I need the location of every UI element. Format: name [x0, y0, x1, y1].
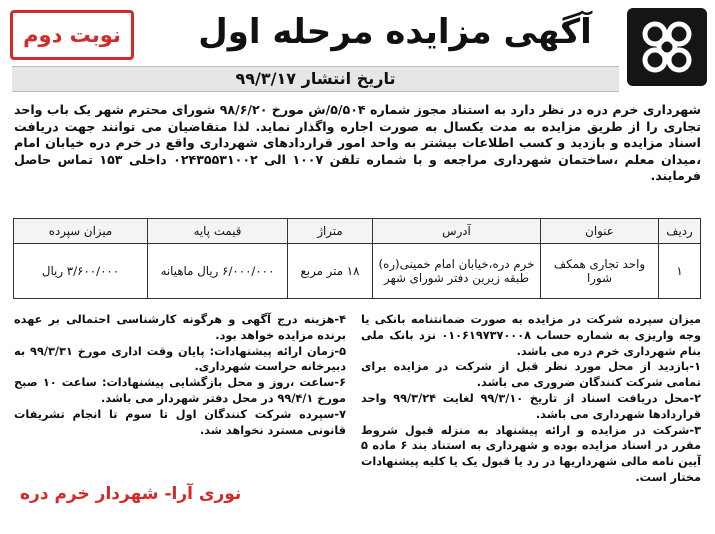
table-header-row — [14, 219, 701, 244]
auction-table — [13, 218, 701, 299]
header-title: عنوان — [541, 219, 659, 244]
municipality-logo-icon — [627, 8, 707, 86]
cell-row-number: ۱ — [659, 244, 701, 299]
cell-area: ۱۸ متر مربع — [288, 244, 373, 299]
header-area: متراژ — [288, 219, 373, 244]
conditions-right — [361, 312, 701, 486]
header-deposit: میزان سپرده — [14, 219, 148, 244]
condition-item: میزان سپرده شرکت در مزایده به صورت ضمانتنامه بانکی یا وجه واریزی به شماره حساب ۰۱۰۶۱۹۷۳۷۰۰۰۸ نزد بانک ملی بنام شهرداری خرم دره می باشد. — [361, 313, 701, 358]
condition-item: ۱-بازدید از محل مورد نظر قبل از شرکت در مزایده برای تمامی شرکت کنندگان ضروری می باشد. — [361, 360, 701, 390]
condition-item: ۷-سپرده شرکت کنندگان اول تا سوم تا انجام تشریفات قانونی مسترد نخواهد شد. — [14, 407, 346, 437]
cell-base-price: ۶/۰۰۰/۰۰۰ ریال ماهیانه — [148, 244, 288, 299]
table-row — [14, 244, 701, 299]
cell-title: واحد تجاری همکف شورا — [541, 244, 659, 299]
header-row-number: ردیف — [659, 219, 701, 244]
condition-item: ۵-زمان ارائه پیشنهادات: پایان وقت اداری مورخ ۹۹/۳/۳۱ به دبیرخانه حراست شهرداری. — [14, 344, 347, 374]
cell-deposit: ۳/۶۰۰/۰۰۰ ریال — [14, 244, 148, 299]
cell-address: خرم دره،خیابان امام خمینی(ره) طبقه زیرین دفتر شورای شهر — [373, 244, 541, 299]
header-base-price: قیمت پایه — [148, 219, 288, 244]
header-address: آدرس — [373, 219, 541, 244]
condition-item: ۴-هزینه درج آگهی و هرگونه کارشناسی احتمالی بر عهده برنده مزایده خواهد بود. — [14, 313, 346, 342]
page-title: آگهی مزایده مرحله اول — [198, 12, 592, 52]
publish-date: تاریخ انتشار ۹۹/۳/۱۷ — [12, 66, 619, 92]
condition-item: ۶-ساعت ،روز و محل بازگشایی پیشنهادات: ساعت ۱۰ صبح مورخ ۹۹/۴/۱ در محل دفتر شهردار می باشد. — [14, 376, 347, 405]
condition-item: ۲-محل دریافت اسناد از تاریخ ۹۹/۳/۱۰ لغایت ۹۹/۳/۲۴ واحد قراردادها شهرداری می باشد. — [361, 391, 701, 421]
round-badge: نوبت دوم — [10, 10, 134, 60]
intro-paragraph: شهرداری خرم دره در نظر دارد به استناد مجوز شماره ۵/۵۰۴/ش مورخ ۹۸/۶/۲۰ شورای محترم شهر یک باب واحد تجاری را از طریق مزایده به مدت یکسال به صورت اجاره واگذار نماید. لذا متقاضیان می توانند جهت دریافت اسناد مزایده و بازدید و کسب اطلاعات بیشتر به واحد امور قراردادهای شهرداری واقع در خرم دره خیابان امام ،میدان معلم ،ساختمان شهرداری مراجعه و با شماره تلفن ۱۰۰۷ الی ۰۲۴۳۵۵۳۱۰۰۲ داخلی ۱۵۳ تماس حاصل فرمایند. — [14, 102, 702, 183]
conditions-left — [14, 312, 346, 438]
condition-item: ۳-شرکت در مزایده و ارائه پیشنهاد به منزله قبول شروط مقرر در اسناد مزایده بوده و شهرداری به استناد بند ۶ ماده ۵ آیین نامه مالی شهرداریها در رد یا قبول یک یا کلیه پیشنهادات مختار است. — [361, 423, 701, 484]
mayor-signature: نوری آرا- شهردار خرم دره — [20, 484, 242, 504]
